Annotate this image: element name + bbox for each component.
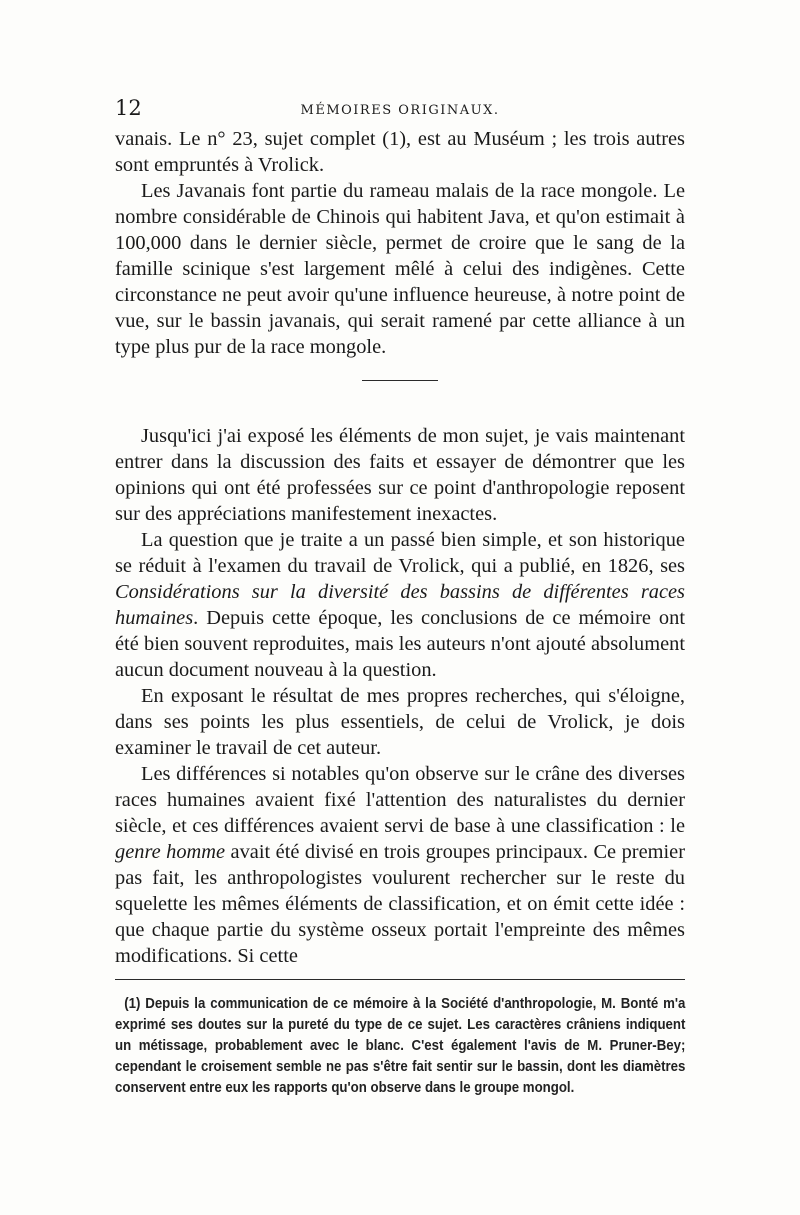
paragraph-text: avait été divisé en trois groupes principaux. Ce premier pas fait, les anthropologistes voulurent rechercher sur le reste du squelette les mêmes éléments de classification, et on émit cette idée : que chaque partie du système osseux portait l'empreinte des mêmes modifications. Si cette: [115, 841, 685, 967]
paragraph-text: Les différences si notables qu'on observe sur le crâne des diverses races humaines avaient fixé l'attention des naturalistes du dernier siècle, et ces différences avaient servi de base à une classification : le: [115, 763, 685, 837]
paragraph-vrolick-history: [115, 527, 685, 683]
book-page: [115, 96, 685, 1099]
paragraph-text: . Depuis cette époque, les conclusions de ce mémoire ont été bien souvent reproduites, mais les auteurs n'ont ajouté absolument aucun document nouveau à la question.: [115, 607, 685, 681]
paragraph-text: La question que je traite a un passé bien simple, et son historique se réduit à l'examen du travail de Vrolick, qui a publié, en 1826, ses: [115, 529, 685, 577]
genus-italic: genre homme: [115, 841, 226, 863]
running-head: [115, 96, 685, 126]
paragraph-intro-discussion: Jusqu'ici j'ai exposé les éléments de mon sujet, je vais maintenant entrer dans la discussion des faits et essayer de démontrer que les opinions qui ont été professées sur ce point d'anthropologie reposent sur des appréciations manifestement inexactes.: [115, 425, 685, 525]
running-title: MÉMOIRES ORIGINAUX.: [300, 103, 500, 118]
paragraph-own-research: En exposant le résultat de mes propres recherches, qui s'éloigne, dans ses points les plus essentiels, de celui de Vrolick, je dois examiner le travail de cet auteur.: [115, 685, 685, 759]
paragraph-skull-differences: [115, 761, 685, 969]
paragraph-continuation: vanais. Le n° 23, sujet complet (1), est au Muséum ; les trois autres sont empruntés à Vrolick.: [115, 128, 685, 176]
footnote: (1) Depuis la communication de ce mémoire à la Société d'anthropologie, M. Bonté m'a exprimé ses doutes sur la pureté du type de ce sujet. Les caractères crâniens indiquent un métissage, probablement avec le blanc. C'est également l'avis de M. Pruner-Bey; cependant le croisement semble ne pas s'être fait sentir sur le bassin, dont les diamètres conservent entre eux les rapports qu'on observe dans le groupe mongol.: [115, 996, 686, 1096]
section-divider: [362, 380, 438, 381]
body-text: [115, 126, 685, 969]
paragraph-javanais: Les Javanais font partie du rameau malais de la race mongole. Le nombre considérable de Chinois qui habitent Java, et qu'on estimait à 100,000 dans le dernier siècle, permet de croire que le sang de la famille scinique s'est largement mêlé à celui des indigènes. Cette circonstance ne peut avoir qu'une influence heureuse, à notre point de vue, sur le bassin javanais, qui serait ramené par cette alliance à un type plus pur de la race mongole.: [115, 180, 685, 358]
footnote-divider: [115, 979, 685, 980]
book-title-italic: Considérations sur la diversité des bassins de différentes races humaines: [115, 581, 685, 629]
page-number: 12: [115, 96, 142, 120]
